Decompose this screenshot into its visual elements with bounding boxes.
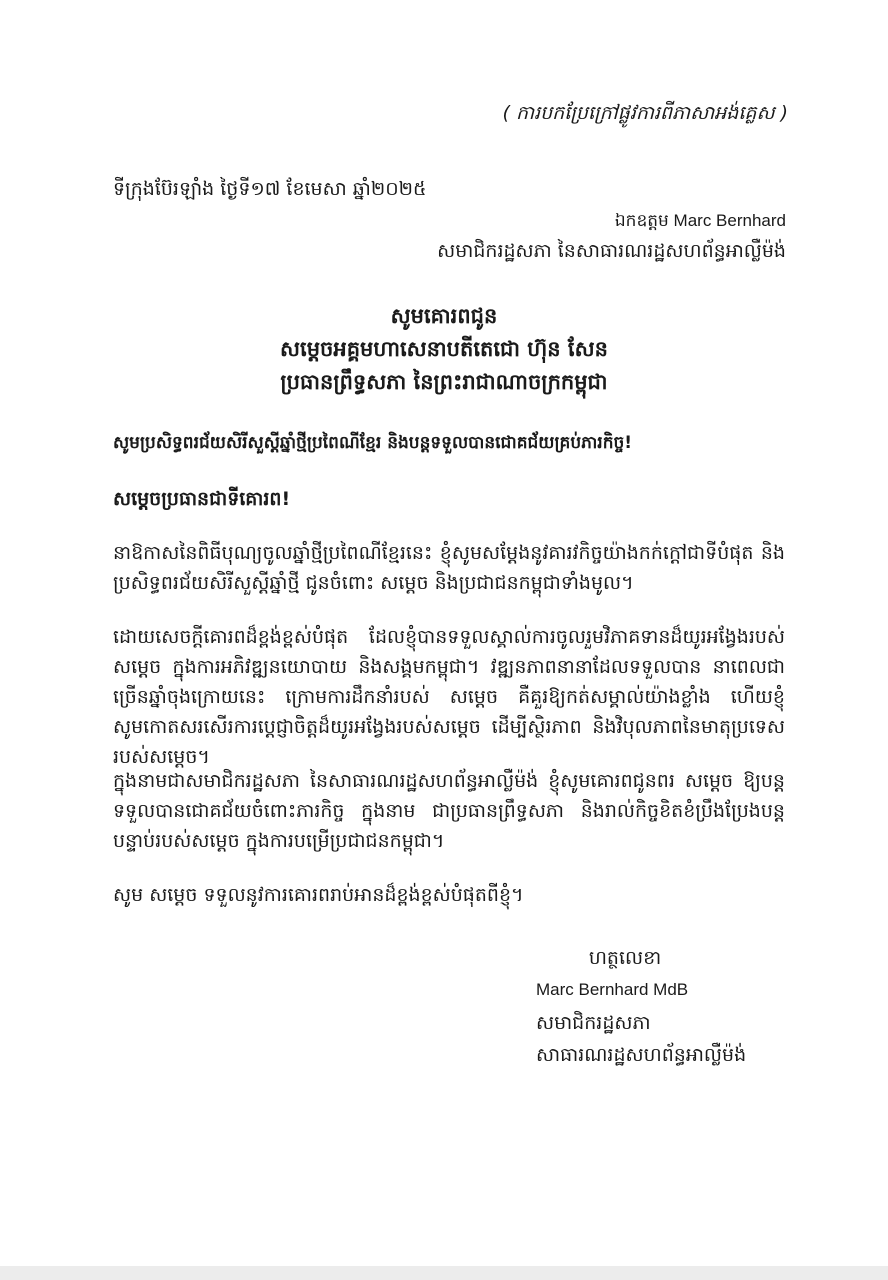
sender-position: សមាជិករដ្ឋសភា នៃសាធារណរដ្ឋសហព័ន្ធអាល្លឺម៉ង់ — [437, 240, 786, 262]
recipient-line-3: ប្រធានព្រឹទ្ធសភា នៃព្រះរាជាណាចក្រកម្ពុជា — [280, 370, 608, 394]
paragraph-2: ដោយសេចក្តីគោរពដ៏ខ្ពង់ខ្ពស់បំផុត ដែលខ្ញុំបានទទួលស្គាល់ការចូលរួមវិភាគទានដ៏យូរអង្វែងរបស់ សម្តេច ក្នុងការអភិវឌ្ឍនយោបាយ និងសង្គមកម្ពុជា។ វឌ្ឍនភាពនានាដែលទទួលបាន នាពេលជាច្រើនឆ្នាំចុងក្រោយនេះ ក្រោមការដឹកនាំរបស់ សម្តេច គឺគួរឱ្យកត់សម្គាល់យ៉ាងខ្លាំង ហើយខ្ញុំសូមកោតសរសើរការប្តេជ្ញាចិត្តដ៏យូរអង្វែងរបស់សម្តេច ដើម្បីស្ថិរភាព និងវិបុលភាពនៃមាតុប្រទេសរបស់សម្តេច។ — [113, 626, 785, 768]
signature-role: សមាជិករដ្ឋសភា — [536, 1012, 651, 1034]
place-date: ទីក្រុងប៊ែរឡាំង ថ្ងៃទី១៧ ខែមេសា ឆ្នាំ២០២៥ — [113, 178, 427, 200]
signature-label: ហត្ថលេខា — [588, 947, 662, 969]
translation-note: ( ការបកប្រែក្រៅផ្លូវការពីភាសាអង់គ្លេស ) — [502, 102, 788, 124]
bottom-edge — [0, 1266, 888, 1280]
recipient-line-2: សម្តេចអគ្គមហាសេនាបតីតេជោ ហ៊ុន សែន — [280, 337, 608, 361]
paragraph-1: នាឱកាសនៃពិធីបុណ្យចូលឆ្នាំថ្មីប្រពៃណីខ្មែរនេះ ខ្ញុំសូមសម្តែងនូវគារវកិច្ចយ៉ាងកក់ក្តៅជាទីបំផុត និងប្រសិទ្ធពរជ័យសិរីសួស្តីឆ្នាំថ្មី ជូនចំពោះ សម្តេច និងប្រជាជនកម្ពុជាទាំងមូល។ — [113, 542, 785, 594]
salutation: សម្តេចប្រធានជាទីគោរព! — [113, 488, 291, 510]
paragraph-3: ក្នុងនាមជាសមាជិករដ្ឋសភា នៃសាធារណរដ្ឋសហព័ន្ធអាល្លឺម៉ង់ ខ្ញុំសូមគោរពជូនពរ សម្តេច ឱ្យបន្តទទួលបានជោគជ័យចំពោះភារកិច្ច ក្នុងនាម ជាប្រធានព្រឹទ្ធសភា និងរាល់កិច្ចខិតខំប្រឹងប្រែងបន្តបន្ទាប់របស់សម្តេច ក្នុងការបម្រើប្រជាជនកម្ពុជា។ — [113, 770, 785, 852]
recipient-line-1: សូមគោរពជូន — [390, 304, 498, 328]
subject-line: សូមប្រសិទ្ធពរជ័យសិរីសួស្តីឆ្នាំថ្មីប្រពៃណីខ្មែរ និងបន្តទទួលបានជោគជ័យគ្រប់ភារកិច្ច! — [113, 433, 633, 453]
signature-name: Marc Bernhard MdB — [536, 980, 689, 999]
sender-title-name: ឯកឧត្តម Marc Bernhard — [614, 211, 786, 230]
paragraph-4: សូម សម្តេច ទទួលនូវការគោរពរាប់អានដ៏ខ្ពង់ខ្ពស់បំផុតពីខ្ញុំ។ — [113, 884, 524, 906]
signature-country: សាធារណរដ្ឋសហព័ន្ធអាល្លឺម៉ង់ — [536, 1044, 747, 1066]
